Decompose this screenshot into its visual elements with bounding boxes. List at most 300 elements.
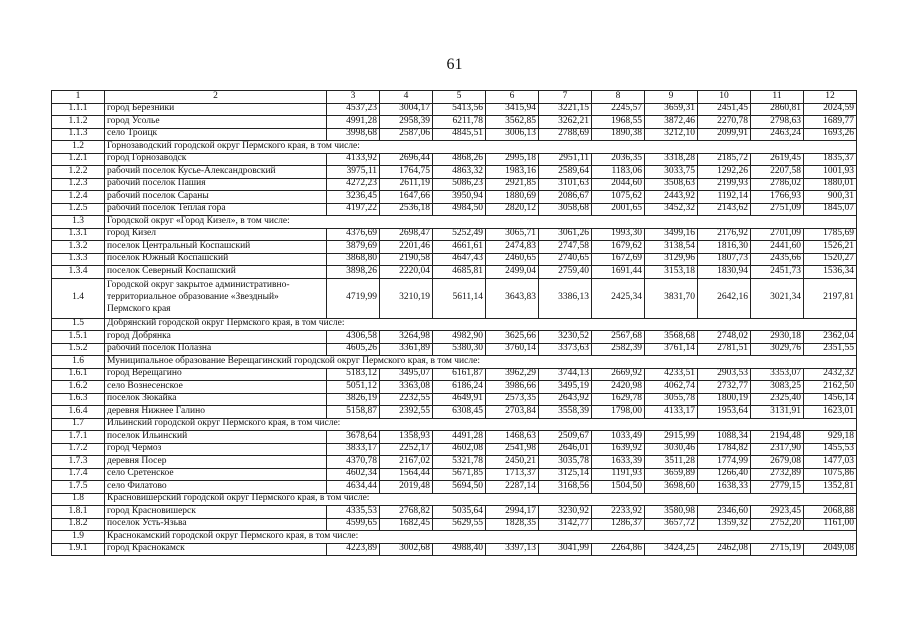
value-cell: 4845,51 — [433, 128, 486, 141]
value-cell: 2194,48 — [751, 431, 804, 444]
value-cell: 1830,94 — [698, 266, 751, 279]
value-cell: 5413,56 — [433, 103, 486, 116]
value-cell: 3761,14 — [645, 343, 698, 356]
table-row — [52, 241, 857, 254]
row-code: 1.3.1 — [52, 228, 105, 241]
value-cell: 1629,78 — [592, 393, 645, 406]
section-row — [52, 141, 857, 154]
value-cell: 4335,53 — [327, 506, 380, 519]
value-cell: 2798,63 — [751, 116, 804, 129]
value-cell: 2779,15 — [751, 481, 804, 494]
value-cell: 2643,92 — [539, 393, 592, 406]
column-header: 5 — [433, 91, 486, 104]
value-cell: 4984,50 — [433, 203, 486, 216]
value-cell: 3212,10 — [645, 128, 698, 141]
settlement-name: село Троицк — [105, 128, 327, 141]
value-cell: 1001,93 — [804, 166, 857, 179]
value-cell: 6186,24 — [433, 381, 486, 394]
table-row — [52, 278, 857, 318]
row-code: 1.5 — [52, 318, 105, 331]
value-cell: 3386,13 — [539, 278, 592, 318]
value-cell: 5694,50 — [433, 481, 486, 494]
value-cell: 1693,26 — [804, 128, 857, 141]
value-cell: 2167,02 — [380, 456, 433, 469]
settlement-name: поселок Южный Коспашский — [105, 253, 327, 266]
value-cell: 2185,72 — [698, 153, 751, 166]
settlement-name: поселок Северный Коспашский — [105, 266, 327, 279]
section-title: Муниципальное образование Верещагинский городской округ Пермского края, в том числе: — [105, 356, 857, 369]
value-cell: 1638,33 — [698, 481, 751, 494]
value-cell: 1828,35 — [486, 518, 539, 531]
section-row — [52, 418, 857, 431]
value-cell: 3363,08 — [380, 381, 433, 394]
value-cell: 5252,49 — [433, 228, 486, 241]
value-cell: 2903,53 — [698, 368, 751, 381]
table-row — [52, 468, 857, 481]
value-cell: 1352,81 — [804, 481, 857, 494]
settlement-name: город Красновишерск — [105, 506, 327, 519]
settlement-name: рабочий поселок Полазна — [105, 343, 327, 356]
value-cell: 2197,81 — [804, 278, 857, 318]
value-cell: 2220,04 — [380, 266, 433, 279]
value-cell: 2582,39 — [592, 343, 645, 356]
value-cell: 4605,26 — [327, 343, 380, 356]
value-cell: 2536,18 — [380, 203, 433, 216]
value-cell: 3698,60 — [645, 481, 698, 494]
value-cell: 2642,16 — [698, 278, 751, 318]
value-cell: 2435,66 — [751, 253, 804, 266]
table-row — [52, 178, 857, 191]
value-cell: 3625,66 — [486, 331, 539, 344]
value-cell: 1075,86 — [804, 468, 857, 481]
value-cell: 3002,68 — [380, 543, 433, 556]
value-cell: 2509,67 — [539, 431, 592, 444]
value-cell: 2567,68 — [592, 331, 645, 344]
value-cell: 2698,47 — [380, 228, 433, 241]
value-cell: 1455,53 — [804, 443, 857, 456]
settlement-name: село Вознесенское — [105, 381, 327, 394]
value-cell: 2619,45 — [751, 153, 804, 166]
value-cell: 2450,21 — [486, 456, 539, 469]
value-cell: 3101,63 — [539, 178, 592, 191]
row-code: 1.4 — [52, 278, 105, 318]
value-cell: 1800,19 — [698, 393, 751, 406]
section-row — [52, 531, 857, 544]
value-cell: 1564,44 — [380, 468, 433, 481]
value-cell: 4306,58 — [327, 331, 380, 344]
row-code: 1.6.4 — [52, 406, 105, 419]
section-title: Краснокамский городской округ Пермского края, в том числе: — [105, 531, 857, 544]
value-cell: 1766,93 — [751, 191, 804, 204]
value-cell: 1292,26 — [698, 166, 751, 179]
value-cell: 2099,91 — [698, 128, 751, 141]
value-cell: 1682,45 — [380, 518, 433, 531]
value-cell: 1633,39 — [592, 456, 645, 469]
section-title: Ильинский городской округ Пермского края, в том числе: — [105, 418, 857, 431]
value-cell: 3061,26 — [539, 228, 592, 241]
value-cell: 2068,88 — [804, 506, 857, 519]
value-cell: 3065,71 — [486, 228, 539, 241]
value-cell: 4370,78 — [327, 456, 380, 469]
column-header: 8 — [592, 91, 645, 104]
section-title: Красновишерский городской округ Пермского края, в том числе: — [105, 493, 857, 506]
settlement-name: поселок Зюкайка — [105, 393, 327, 406]
value-cell: 900,31 — [804, 191, 857, 204]
value-cell: 2751,09 — [751, 203, 804, 216]
settlement-name: Городской округ закрытое административно-территориальное образование «Звездный» Пермского края — [105, 278, 327, 318]
value-cell: 3397,13 — [486, 543, 539, 556]
value-cell: 3511,28 — [645, 456, 698, 469]
value-cell: 1468,63 — [486, 431, 539, 444]
value-cell: 2024,59 — [804, 103, 857, 116]
value-cell: 3558,39 — [539, 406, 592, 419]
settlement-name: город Верещагино — [105, 368, 327, 381]
value-cell: 2451,45 — [698, 103, 751, 116]
value-cell: 2860,81 — [751, 103, 804, 116]
value-cell: 3004,17 — [380, 103, 433, 116]
row-code: 1.9 — [52, 531, 105, 544]
value-cell: 1456,14 — [804, 393, 857, 406]
row-code: 1.2.2 — [52, 166, 105, 179]
value-cell: 3975,11 — [327, 166, 380, 179]
value-cell: 2162,50 — [804, 381, 857, 394]
value-cell: 2788,69 — [539, 128, 592, 141]
value-cell: 4233,51 — [645, 368, 698, 381]
value-cell: 2474,83 — [486, 241, 539, 254]
value-cell: 1358,93 — [380, 431, 433, 444]
table-row — [52, 128, 857, 141]
value-cell: 4649,91 — [433, 393, 486, 406]
value-cell: 3221,15 — [539, 103, 592, 116]
value-cell: 2923,45 — [751, 506, 804, 519]
table-row — [52, 253, 857, 266]
value-cell: 2317,90 — [751, 443, 804, 456]
value-cell: 2573,35 — [486, 393, 539, 406]
value-cell: 1075,62 — [592, 191, 645, 204]
value-cell: 3030,46 — [645, 443, 698, 456]
value-cell: 1890,38 — [592, 128, 645, 141]
table-row — [52, 266, 857, 279]
value-cell: 2995,18 — [486, 153, 539, 166]
value-cell: 3659,89 — [645, 468, 698, 481]
value-cell: 3868,80 — [327, 253, 380, 266]
section-row — [52, 356, 857, 369]
value-cell: 6211,78 — [433, 116, 486, 129]
value-cell: 4982,90 — [433, 331, 486, 344]
row-code: 1.5.1 — [52, 331, 105, 344]
settlement-name: город Чермоз — [105, 443, 327, 456]
section-title: Городской округ «Город Кизел», в том числе: — [105, 216, 857, 229]
value-cell: 2463,24 — [751, 128, 804, 141]
value-cell: 1713,37 — [486, 468, 539, 481]
value-cell: 4602,08 — [433, 443, 486, 456]
value-cell: 3210,19 — [380, 278, 433, 318]
value-cell: 3041,99 — [539, 543, 592, 556]
value-cell: 3568,68 — [645, 331, 698, 344]
value-cell: 3125,14 — [539, 468, 592, 481]
value-cell: 1161,00 — [804, 518, 857, 531]
value-cell: 2499,04 — [486, 266, 539, 279]
value-cell: 2820,12 — [486, 203, 539, 216]
value-cell: 2432,32 — [804, 368, 857, 381]
value-cell: 3833,17 — [327, 443, 380, 456]
value-cell: 2994,17 — [486, 506, 539, 519]
row-code: 1.5.2 — [52, 343, 105, 356]
value-cell: 1647,66 — [380, 191, 433, 204]
column-header: 7 — [539, 91, 592, 104]
value-cell: 929,18 — [804, 431, 857, 444]
value-cell: 3131,91 — [751, 406, 804, 419]
table-row — [52, 518, 857, 531]
column-header: 1 — [52, 91, 105, 104]
value-cell: 1835,37 — [804, 153, 857, 166]
value-cell: 1807,73 — [698, 253, 751, 266]
value-cell: 2669,92 — [592, 368, 645, 381]
value-cell: 2462,08 — [698, 543, 751, 556]
value-cell: 2176,92 — [698, 228, 751, 241]
value-cell: 3580,98 — [645, 506, 698, 519]
value-cell: 3142,77 — [539, 518, 592, 531]
settlement-name: город Березники — [105, 103, 327, 116]
value-cell: 5611,14 — [433, 278, 486, 318]
row-code: 1.1.1 — [52, 103, 105, 116]
section-title: Горнозаводский городской округ Пермского края, в том числе: — [105, 141, 857, 154]
column-header: 10 — [698, 91, 751, 104]
value-cell: 2201,46 — [380, 241, 433, 254]
value-cell: 3659,31 — [645, 103, 698, 116]
value-cell: 1764,75 — [380, 166, 433, 179]
value-cell: 3986,66 — [486, 381, 539, 394]
value-cell: 2245,57 — [592, 103, 645, 116]
value-cell: 4062,74 — [645, 381, 698, 394]
tariff-table — [51, 90, 857, 556]
value-cell: 5183,12 — [327, 368, 380, 381]
value-cell: 4868,26 — [433, 153, 486, 166]
table-row — [52, 481, 857, 494]
table-row — [52, 368, 857, 381]
value-cell: 5051,12 — [327, 381, 380, 394]
row-code: 1.6.1 — [52, 368, 105, 381]
column-header: 4 — [380, 91, 433, 104]
table-row — [52, 331, 857, 344]
value-cell: 2930,18 — [751, 331, 804, 344]
table-row — [52, 543, 857, 556]
value-cell: 1536,34 — [804, 266, 857, 279]
table-row — [52, 456, 857, 469]
value-cell: 3760,14 — [486, 343, 539, 356]
row-code: 1.7 — [52, 418, 105, 431]
value-cell: 1785,69 — [804, 228, 857, 241]
section-row — [52, 493, 857, 506]
value-cell: 2451,73 — [751, 266, 804, 279]
value-cell: 3083,25 — [751, 381, 804, 394]
settlement-name: рабочий поселок Теплая гора — [105, 203, 327, 216]
value-cell: 3264,98 — [380, 331, 433, 344]
value-cell: 2786,02 — [751, 178, 804, 191]
value-cell: 4685,81 — [433, 266, 486, 279]
value-cell: 6161,87 — [433, 368, 486, 381]
value-cell: 4719,99 — [327, 278, 380, 318]
value-cell: 2199,93 — [698, 178, 751, 191]
value-cell: 1477,03 — [804, 456, 857, 469]
value-cell: 3138,54 — [645, 241, 698, 254]
row-code: 1.2.3 — [52, 178, 105, 191]
table-row — [52, 191, 857, 204]
value-cell: 3029,76 — [751, 343, 804, 356]
value-cell: 3129,96 — [645, 253, 698, 266]
value-cell: 3950,94 — [433, 191, 486, 204]
value-cell: 1774,99 — [698, 456, 751, 469]
value-cell: 3826,19 — [327, 393, 380, 406]
table-row — [52, 116, 857, 129]
value-cell: 2441,60 — [751, 241, 804, 254]
value-cell: 1679,62 — [592, 241, 645, 254]
table-row — [52, 203, 857, 216]
value-cell: 3021,34 — [751, 278, 804, 318]
value-cell: 2958,39 — [380, 116, 433, 129]
value-cell: 1689,77 — [804, 116, 857, 129]
value-cell: 1798,00 — [592, 406, 645, 419]
value-cell: 3872,46 — [645, 116, 698, 129]
value-cell: 1968,55 — [592, 116, 645, 129]
value-cell: 2611,19 — [380, 178, 433, 191]
table-row — [52, 166, 857, 179]
value-cell: 3424,25 — [645, 543, 698, 556]
value-cell: 2143,62 — [698, 203, 751, 216]
page-number: 61 — [446, 56, 463, 73]
value-cell: 2001,65 — [592, 203, 645, 216]
value-cell: 2044,60 — [592, 178, 645, 191]
value-cell: 1266,40 — [698, 468, 751, 481]
value-cell: 4197,22 — [327, 203, 380, 216]
value-cell: 2951,11 — [539, 153, 592, 166]
value-cell: 3168,56 — [539, 481, 592, 494]
value-cell: 1504,50 — [592, 481, 645, 494]
table-row — [52, 406, 857, 419]
value-cell: 5086,23 — [433, 178, 486, 191]
value-cell: 2086,67 — [539, 191, 592, 204]
value-cell: 2679,08 — [751, 456, 804, 469]
value-cell: 3055,78 — [645, 393, 698, 406]
row-code: 1.3.4 — [52, 266, 105, 279]
settlement-name: поселок Ильинский — [105, 431, 327, 444]
value-cell: 2346,60 — [698, 506, 751, 519]
value-cell: 4491,28 — [433, 431, 486, 444]
section-row — [52, 318, 857, 331]
value-cell: 4376,69 — [327, 228, 380, 241]
value-cell: 2541,98 — [486, 443, 539, 456]
row-code: 1.6.3 — [52, 393, 105, 406]
value-cell: 3879,69 — [327, 241, 380, 254]
row-code: 1.2.1 — [52, 153, 105, 166]
value-cell: 3562,85 — [486, 116, 539, 129]
value-cell: 2740,65 — [539, 253, 592, 266]
value-cell: 4991,28 — [327, 116, 380, 129]
value-cell: 2425,34 — [592, 278, 645, 318]
value-cell: 2233,92 — [592, 506, 645, 519]
value-cell: 3373,63 — [539, 343, 592, 356]
value-cell: 2351,55 — [804, 343, 857, 356]
column-header: 6 — [486, 91, 539, 104]
value-cell: 2748,02 — [698, 331, 751, 344]
value-cell: 1880,69 — [486, 191, 539, 204]
row-code: 1.2 — [52, 141, 105, 154]
row-code: 1.3.2 — [52, 241, 105, 254]
row-code: 1.1.2 — [52, 116, 105, 129]
table-row — [52, 228, 857, 241]
settlement-name: рабочий поселок Пашия — [105, 178, 327, 191]
value-cell: 1993,30 — [592, 228, 645, 241]
value-cell: 4634,44 — [327, 481, 380, 494]
value-cell: 2270,78 — [698, 116, 751, 129]
row-code: 1.1.3 — [52, 128, 105, 141]
table-row — [52, 381, 857, 394]
value-cell: 4647,43 — [433, 253, 486, 266]
value-cell: 3153,18 — [645, 266, 698, 279]
value-cell: 3495,07 — [380, 368, 433, 381]
value-cell: 6308,45 — [433, 406, 486, 419]
value-cell: 2252,17 — [380, 443, 433, 456]
value-cell: 2460,65 — [486, 253, 539, 266]
value-cell: 2287,14 — [486, 481, 539, 494]
row-code: 1.7.3 — [52, 456, 105, 469]
value-cell: 4133,92 — [327, 153, 380, 166]
value-cell: 3678,64 — [327, 431, 380, 444]
value-cell: 2759,40 — [539, 266, 592, 279]
value-cell: 1033,49 — [592, 431, 645, 444]
value-cell: 2325,40 — [751, 393, 804, 406]
value-cell: 2752,20 — [751, 518, 804, 531]
value-cell: 1520,27 — [804, 253, 857, 266]
value-cell: 2696,44 — [380, 153, 433, 166]
value-cell: 3006,13 — [486, 128, 539, 141]
row-code: 1.8 — [52, 493, 105, 506]
header-row — [52, 91, 857, 104]
value-cell: 2190,58 — [380, 253, 433, 266]
value-cell: 2207,58 — [751, 166, 804, 179]
column-header: 12 — [804, 91, 857, 104]
value-cell: 1191,93 — [592, 468, 645, 481]
value-cell: 3415,94 — [486, 103, 539, 116]
value-cell: 1526,21 — [804, 241, 857, 254]
settlement-name: поселок Усть-Язьва — [105, 518, 327, 531]
value-cell: 2049,08 — [804, 543, 857, 556]
row-code: 1.7.4 — [52, 468, 105, 481]
value-cell: 2019,48 — [380, 481, 433, 494]
value-cell: 3230,92 — [539, 506, 592, 519]
value-cell: 3643,83 — [486, 278, 539, 318]
value-cell: 2392,55 — [380, 406, 433, 419]
row-code: 1.8.2 — [52, 518, 105, 531]
value-cell: 4988,40 — [433, 543, 486, 556]
value-cell: 3353,07 — [751, 368, 804, 381]
value-cell: 1953,64 — [698, 406, 751, 419]
row-code: 1.7.2 — [52, 443, 105, 456]
value-cell: 3898,26 — [327, 266, 380, 279]
column-header: 3 — [327, 91, 380, 104]
value-cell: 3230,52 — [539, 331, 592, 344]
value-cell: 1623,01 — [804, 406, 857, 419]
settlement-name: город Краснокамск — [105, 543, 327, 556]
value-cell: 5158,87 — [327, 406, 380, 419]
value-cell: 4272,23 — [327, 178, 380, 191]
value-cell: 2768,82 — [380, 506, 433, 519]
row-code: 1.8.1 — [52, 506, 105, 519]
value-cell: 1983,16 — [486, 166, 539, 179]
value-cell: 3998,68 — [327, 128, 380, 141]
row-code: 1.7.5 — [52, 481, 105, 494]
value-cell: 3452,32 — [645, 203, 698, 216]
